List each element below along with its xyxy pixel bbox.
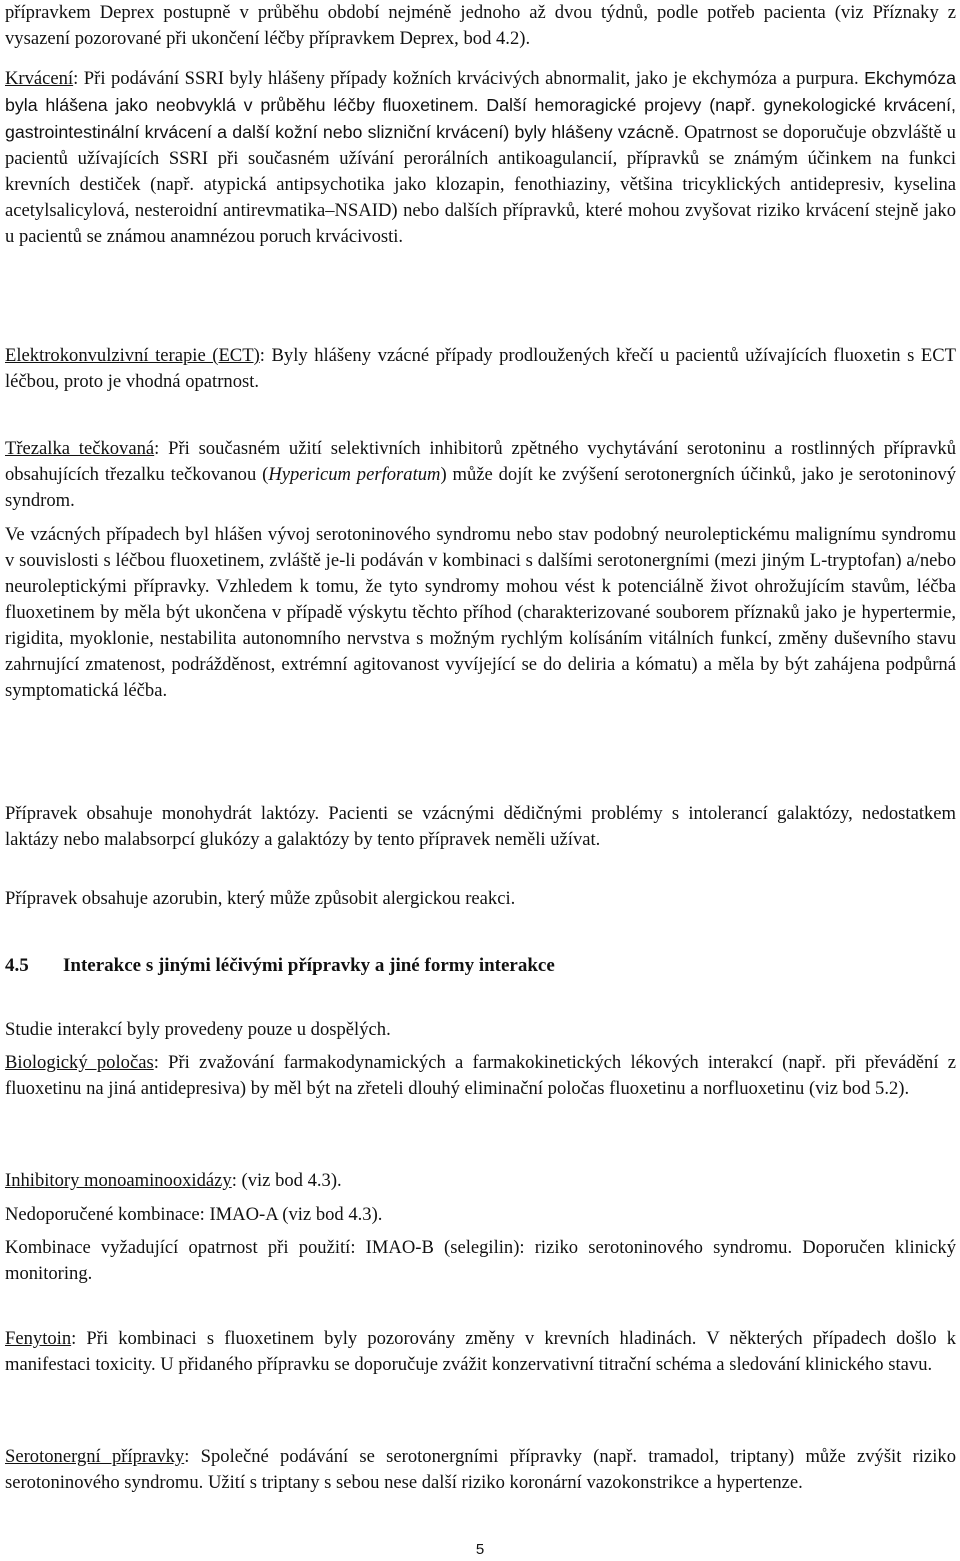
- section-label-serotonergic: Serotonergní přípravky: [5, 1446, 185, 1467]
- section-label-phenytoin: Fenytoin: [5, 1328, 72, 1349]
- paragraph-caution-combination: [5, 1235, 956, 1287]
- section-label-half-life: Biologický poločas: [5, 1052, 154, 1073]
- paragraph-text: : (viz bod 4.3).: [231, 1170, 342, 1191]
- paragraph-text: : Byly hlášeny vzácné případy prodloužených křečí u pacientů užívajících fluoxetin s ECT léčbou, proto je vhodná opatrnost.: [5, 345, 956, 392]
- paragraph-text: : Společné podávání se serotonergními přípravky (např. tramadol, triptany) může zvýšit riziko serotoninového syndromu. Užití s triptany s sebou nese další riziko koronární vazokonstrikce a hypertenze.: [5, 1446, 956, 1493]
- paragraph-text: Ve vzácných případech byl hlášen vývoj serotoninového syndromu nebo stav podobný neuroleptickému malignímu syndromu v souvislosti s léčbou fluoxetinem, zvláště je-li podáván v kombinaci s dalšími serotonergními (mezi jiným L-tryptofan) a/nebo neuroleptickými přípravky. Vzhledem k tomu, že tyto syndromy mohou vést k potenciálně život ohrožujícím stavům, léčba fluoxetinem by měla být ukončena v případě výskytu těchto příhod (charakterizované souborem příznaků jako je hypertermie, rigidita, myoklonie, nestabilita autonomního nervstva s možným rychlým kolísáním vitálních funkcí, změny duševního stavu zahrnující zmatenost, podrážděnost, extrémní agitovanost vyvíjející se do deliria a kómatu) a měla by být zahájena podpůrná symptomatická léčba.: [5, 524, 956, 701]
- paragraph-text: : Při kombinaci s fluoxetinem byly pozorovány změny v krevních hladinách. V některých případech došlo k manifestaci toxicity. U přidaného přípravku se doporučuje zvážit konzervativní titrační schéma a sledování klinického stavu.: [5, 1328, 956, 1375]
- paragraph-serotonin-syndrome: [5, 522, 956, 704]
- paragraph-text: Studie interakcí byly provedeny pouze u dospělých.: [5, 1019, 391, 1040]
- paragraph-serotonergic: [5, 1444, 956, 1496]
- section-title: Interakce s jinými léčivými přípravky a jiné formy interakce: [63, 955, 555, 976]
- paragraph-text: Přípravek obsahuje azorubin, který může způsobit alergickou reakci.: [5, 888, 516, 909]
- paragraph-ect: [5, 343, 956, 395]
- paragraph-text: ) může dojít ke zvýšení serotonergních účinků, jako je serotoninový syndrom.: [5, 464, 956, 511]
- section-label-bleeding: Krvácení: [5, 68, 74, 89]
- section-heading: [5, 953, 956, 979]
- paragraph-st-johns-wort: [5, 436, 956, 514]
- paragraph-text-sans: Ekchymóza byla hlášena jako neobvyklá v průběhu léčby fluoxetinem. Další hemoragické projevy (např. gynekologické krvácení, gastrointestinální krvácení a další kožní nebo slizniční krvácení) byly hlášeny vzácně.: [5, 68, 956, 142]
- section-label-maoi: Inhibitory monoaminooxidázy: [5, 1170, 232, 1191]
- paragraph-maoi: [5, 1168, 956, 1194]
- section-label-ect: Elektrokonvulzivní terapie (ECT): [5, 345, 260, 366]
- paragraph-text: Opatrnost se doporučuje obzvláště u pacientů užívajících SSRI při současném užívání perorálních antikoagulancií, přípravků se známým účinkem na funkci krevních destiček (např. atypická antipsychotika jako klozapin, fenothiaziny, většina tricyklických antidepresiv, kyselina acetylsalicylová, nesteroidní antirevmatika–NSAID) nebo dalších přípravků, které mohou zvyšovat riziko krvácení stejně jako u pacientů se známou anamnézou poruch krvácivosti.: [5, 122, 956, 247]
- paragraph-text: : Při podávání SSRI byly hlášeny případy kožních krvácivých abnormalit, jako je ekchymóza a purpura.: [73, 68, 865, 89]
- paragraph-text: Nedoporučené kombinace: IMAO-A (viz bod 4.3).: [5, 1204, 383, 1225]
- paragraph-bleeding: [5, 65, 956, 250]
- page-number: 5: [475, 1541, 485, 1558]
- paragraph-text: : Při zvažování farmakodynamických a farmakokinetických lékových interakcí (např. při převádění z fluoxetinu na jiná antidepresiva) by měl být na zřeteli dlouhý eliminační poločas fluoxetinu a norfluoxetinu (viz bod 5.2).: [5, 1052, 956, 1099]
- paragraph-text: Kombinace vyžadující opatrnost při použití: IMAO-B (selegilin): riziko serotoninového syndromu. Doporučen klinický monitoring.: [5, 1237, 956, 1284]
- paragraph-azorubine: [5, 886, 956, 912]
- section-label-st-johns-wort: Třezalka tečkovaná: [5, 438, 155, 459]
- paragraph-studies: [5, 1017, 956, 1043]
- paragraph-text: Přípravek obsahuje monohydrát laktózy. Pacienti se vzácnými dědičnými problémy s intolerancí galaktózy, nedostatkem laktázy nebo malabsorpcí glukózy a galaktózy by tento přípravek neměli užívat.: [5, 803, 956, 850]
- latin-name: Hypericum perforatum: [268, 464, 441, 485]
- paragraph-text: : Při současném užití selektivních inhibitorů zpětného vychytávání serotoninu a rostlinných přípravků obsahujících třezalku tečkovanou (: [5, 438, 957, 485]
- paragraph-not-recommended: [5, 1202, 956, 1228]
- paragraph-lactose: [5, 801, 956, 853]
- paragraph-phenytoin: [5, 1326, 956, 1378]
- paragraph-half-life: [5, 1050, 956, 1102]
- paragraph-withdrawal: [5, 0, 956, 52]
- paragraph-text: přípravkem Deprex postupně v průběhu období nejméně jednoho až dvou týdnů, podle potřeb pacienta (viz Příznaky z vysazení pozorované při ukončení léčby přípravkem Deprex, bod 4.2).: [5, 2, 956, 49]
- section-number: 4.5: [5, 955, 29, 976]
